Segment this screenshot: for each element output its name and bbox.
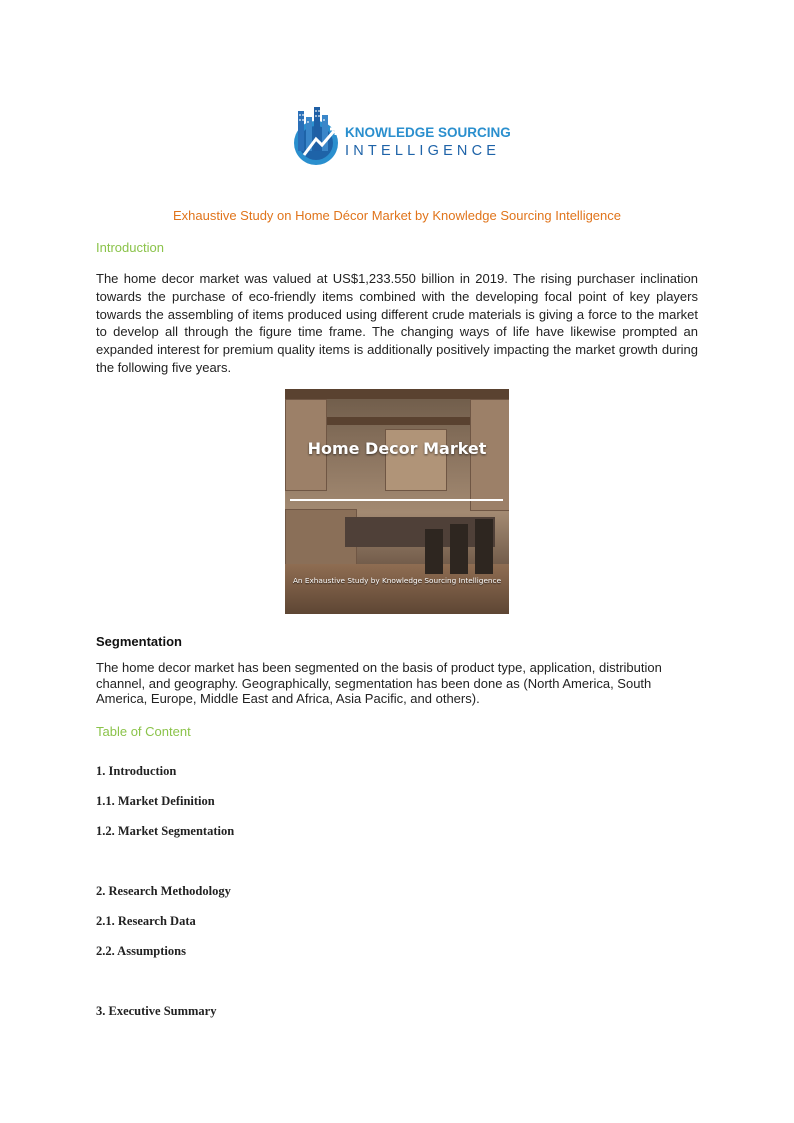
toc-item: 3. Executive Summary [96,1004,217,1018]
logo-text-line2: INTELLIGENCE [345,143,501,159]
company-logo [290,105,510,167]
introduction-paragraph: The home decor market was valued at US$1,233.550 billion in 2019. The rising purchaser inclination towards the purchase of eco-friendly items combined with the developing focal point of key players towards the assembling of items produced using different crude materials is giving a force to the market to develop all through the figure time frame. The changing ways of life have likewise prompted an expanded interest for premium quality items is additionally positively impacting the market growth during the following five years. [96,271,698,375]
introduction-heading: Introduction [96,240,164,255]
toc-item: 1. Introduction [96,764,177,778]
logo-building-icon [290,105,342,167]
banner-divider [290,499,503,501]
segmentation-heading: Segmentation [96,634,182,649]
segmentation-paragraph: The home decor market has been segmented on the basis of product type, application, distribution channel, and geography. Geographically, segmentation has been done as (North America, South America, Europe, Middle East and Africa, Asia Pacific, and others). [96,660,662,707]
banner-title: Home Decor Market [307,439,487,458]
home-decor-banner-image [285,389,509,614]
document-title: Exhaustive Study on Home Décor Market by Knowledge Sourcing Intelligence [172,208,622,223]
toc-item: 1.2. Market Segmentation [96,824,235,838]
banner-caption: An Exhaustive Study by Knowledge Sourcing Intelligence [292,576,502,585]
toc-item: 2.2. Assumptions [96,944,186,958]
toc-heading: Table of Content [96,724,191,739]
logo-text-line1: KNOWLEDGE SOURCING [345,125,511,140]
toc-item: 1.1. Market Definition [96,794,215,808]
toc-item: 2.1. Research Data [96,914,196,928]
toc-item: 2. Research Methodology [96,884,231,898]
